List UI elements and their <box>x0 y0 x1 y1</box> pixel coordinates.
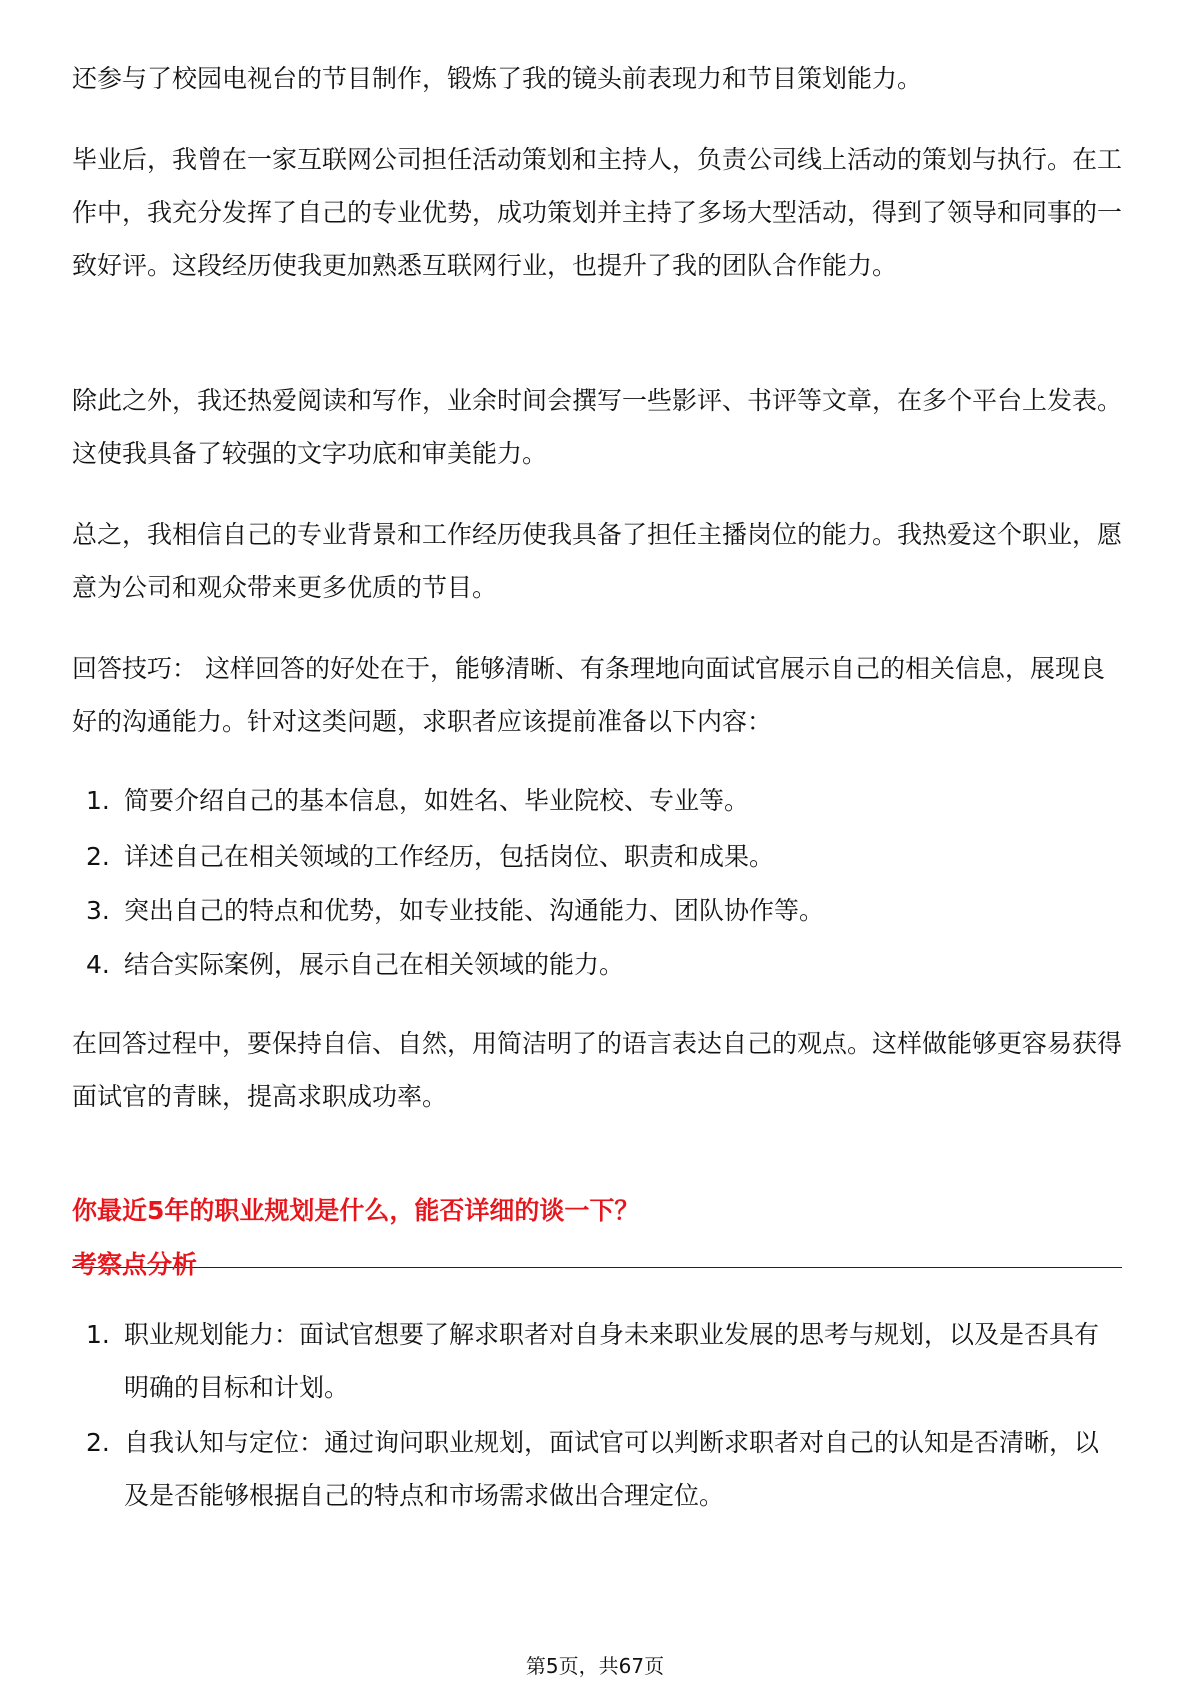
list-item <box>72 1416 1122 1522</box>
list-text: 突出自己的特点和优势，如专业技能、沟通能力、团队协作等。 <box>124 896 825 925</box>
paragraph-work-experience: 毕业后，我曾在一家互联网公司担任活动策划和主持人，负责公司线上活动的策划与执行。在工作中，我充分发挥了自己的专业优势，成功策划并主持了多场大型活动，得到了领导和同事的一致好评。这段经历使我更加熟悉互联网行业，也提升了我的团队合作能力。 <box>72 145 1123 280</box>
list-text: 详述自己在相关领域的工作经历，包括岗位、职责和成果。 <box>124 842 775 871</box>
list-item <box>72 884 1122 937</box>
list-text: 自我认知与定位：通过询问职业规划，面试官可以判断求职者对自己的认知是否清晰，以及是否能够根据自己的特点和市场需求做出合理定位。 <box>124 1428 1100 1510</box>
paragraph-summary: 总之，我相信自己的专业背景和工作经历使我具备了担任主播岗位的能力。我热爱这个职业，愿意为公司和观众带来更多优质的节目。 <box>72 520 1123 602</box>
page-number-footer: 第5页，共67页 <box>525 1654 665 1678</box>
paragraph-campus-tv: 还参与了校园电视台的节目制作，锻炼了我的镜头前表现力和节目策划能力。 <box>72 64 923 93</box>
list-number: 2. <box>86 1428 110 1457</box>
list-text: 结合实际案例，展示自己在相关领域的能力。 <box>124 950 625 979</box>
list-number: 1. <box>86 786 110 815</box>
list-item <box>72 774 1122 827</box>
paragraph-answer-tips: 回答技巧： 这样回答的好处在于，能够清晰、有条理地向面试官展示自己的相关信息，展现良好的沟通能力。针对这类问题，求职者应该提前准备以下内容： <box>72 654 1105 736</box>
list-number: 4. <box>86 950 110 979</box>
paragraph-closing: 在回答过程中，要保持自信、自然，用简洁明了的语言表达自己的观点。这样做能够更容易获得面试官的青睐，提高求职成功率。 <box>72 1029 1123 1111</box>
list-number: 2. <box>86 842 110 871</box>
list-item <box>72 938 1122 991</box>
list-text: 简要介绍自己的基本信息，如姓名、毕业院校、专业等。 <box>124 786 750 815</box>
list-number: 3. <box>86 896 110 925</box>
list-text: 职业规划能力：面试官想要了解求职者对自身未来职业发展的思考与规划，以及是否具有明确的目标和计划。 <box>124 1320 1100 1402</box>
list-item <box>72 830 1122 883</box>
paragraph-reading-writing: 除此之外，我还热爱阅读和写作，业余时间会撰写一些影评、书评等文章，在多个平台上发表。这使我具备了较强的文字功底和审美能力。 <box>72 386 1123 468</box>
list-number: 1. <box>86 1320 110 1349</box>
list-item <box>72 1308 1122 1414</box>
question-heading: 你最近5年的职业规划是什么，能否详细的谈一下？ <box>72 1196 640 1225</box>
analysis-heading: 考察点分析 <box>72 1250 198 1279</box>
